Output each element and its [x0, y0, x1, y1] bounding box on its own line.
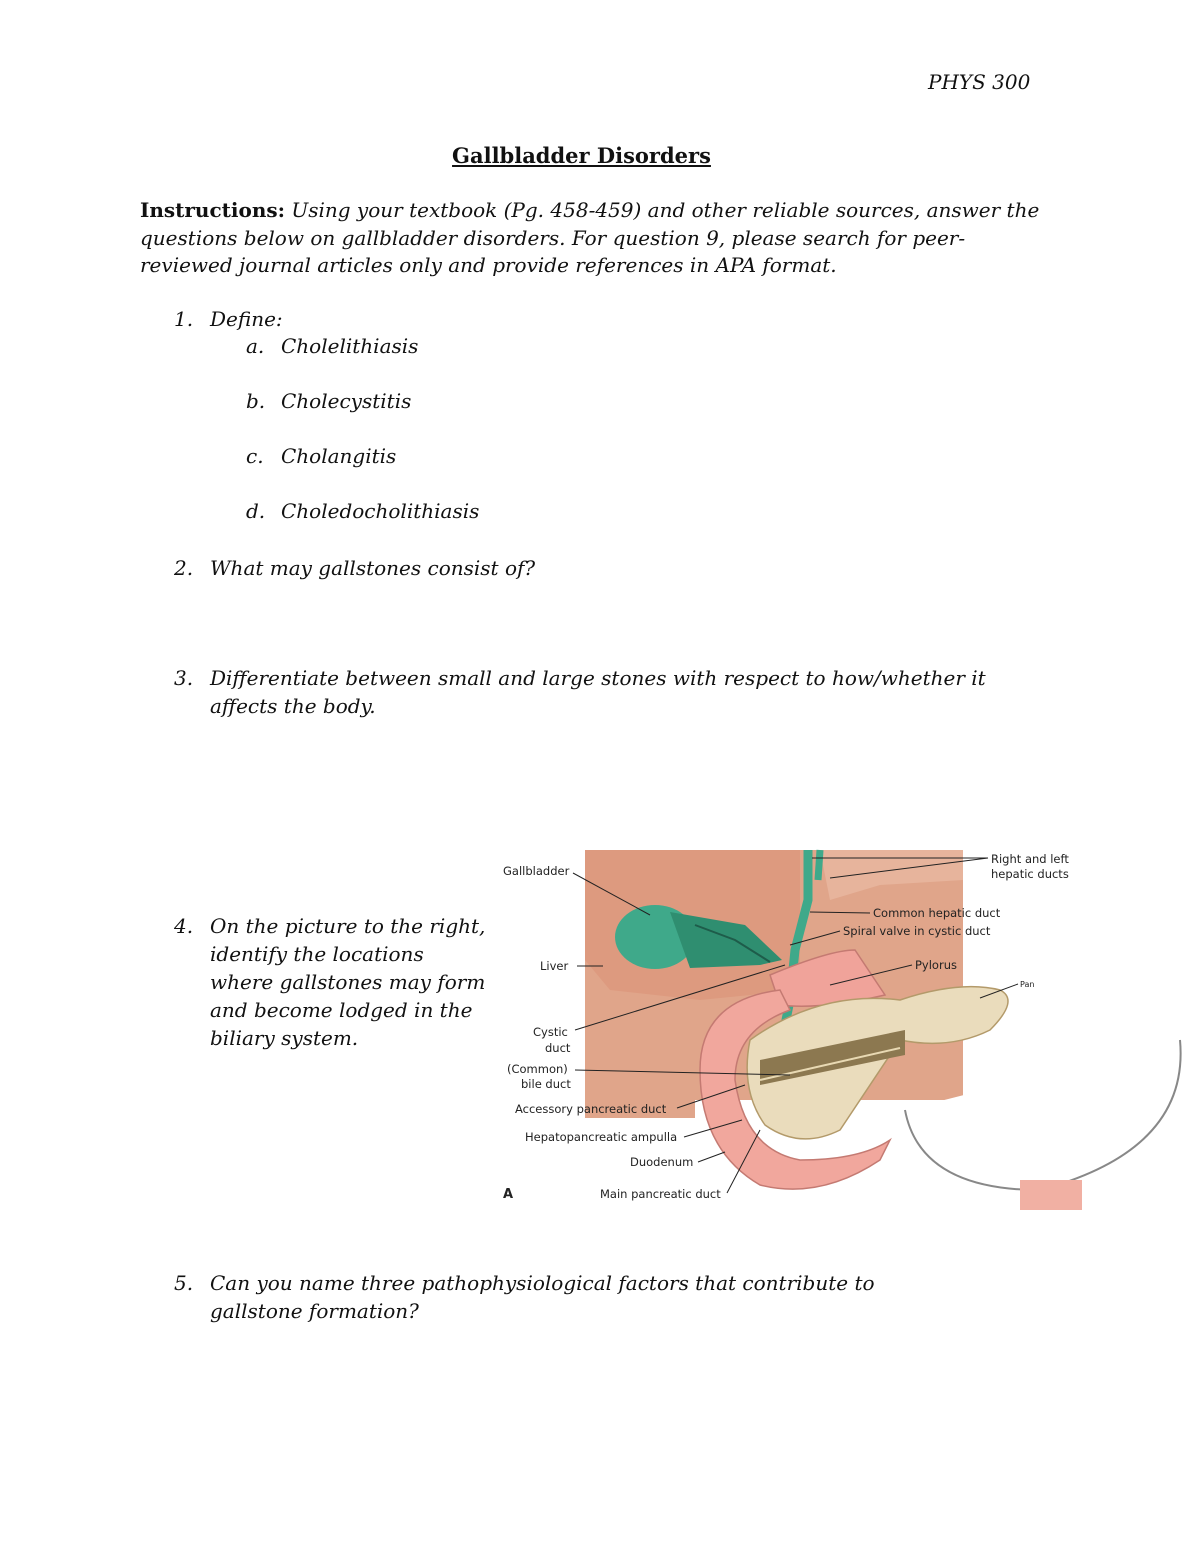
label-accessory-pancreatic-duct: Accessory pancreatic duct — [515, 1102, 667, 1116]
question-number: 5. — [174, 1271, 194, 1295]
question-text: Define: — [210, 307, 283, 331]
define-item-letter: b. — [246, 389, 266, 413]
label-common-bile-duct: (Common) — [507, 1062, 568, 1076]
define-item-letter: c. — [246, 444, 264, 468]
label-gallbladder: Gallbladder — [503, 864, 570, 878]
question-number: 1. — [174, 307, 194, 331]
label-hepatopancreatic-ampulla: Hepatopancreatic ampulla — [525, 1130, 678, 1144]
define-item-letter: a. — [246, 334, 265, 358]
label-liver: Liver — [540, 959, 569, 973]
instructions-label: Instructions: — [140, 198, 286, 222]
course-header: PHYS 300 — [928, 70, 1031, 94]
panel-letter: A — [503, 1187, 514, 1202]
label-cystic-duct: Cystic — [533, 1025, 568, 1039]
question-number: 2. — [174, 556, 194, 580]
label-common-bile-duct: bile duct — [521, 1077, 571, 1091]
label-common-hepatic-duct: Common hepatic duct — [873, 906, 1001, 920]
label-hepatic-ducts: Right and left — [991, 852, 1069, 866]
define-item-term: Cholangitis — [281, 444, 397, 468]
label-duodenum: Duodenum — [630, 1155, 694, 1169]
question-text: Can you name three pathophysiological factors that contribute to gallstone formation? — [210, 1271, 875, 1323]
label-pylorus: Pylorus — [915, 958, 957, 972]
define-item-term: Cholelithiasis — [281, 334, 419, 358]
instructions-text: Using your textbook (Pg. 458-459) and other reliable sources, answer the questions below on gallbladder disorders. For question 9, please search for peer-reviewed journal articles only and provide references in APA format. — [140, 198, 1040, 277]
label-spiral-valve: Spiral valve in cystic duct — [843, 924, 991, 938]
define-item-term: Cholecystitis — [281, 389, 412, 413]
question-number: 4. — [174, 914, 194, 938]
page-title: Gallbladder Disorders — [452, 143, 711, 168]
question-text: On the picture to the right, identify the locations where gallstones may form and become lodged in the biliary system. — [210, 914, 486, 1050]
label-main-pancreatic-duct: Main pancreatic duct — [600, 1187, 721, 1201]
question-number: 3. — [174, 666, 194, 690]
define-item-term: Choledocholithiasis — [281, 499, 480, 523]
question-text: Differentiate between small and large stones with respect to how/whether it affects the body. — [210, 666, 986, 718]
label-cystic-duct: duct — [545, 1041, 571, 1055]
label-hepatic-ducts: hepatic ducts — [991, 867, 1069, 881]
question-text: What may gallstones consist of? — [210, 556, 536, 580]
label-pancreas-cut: Pan — [1020, 980, 1035, 989]
define-item-letter: d. — [246, 499, 266, 523]
